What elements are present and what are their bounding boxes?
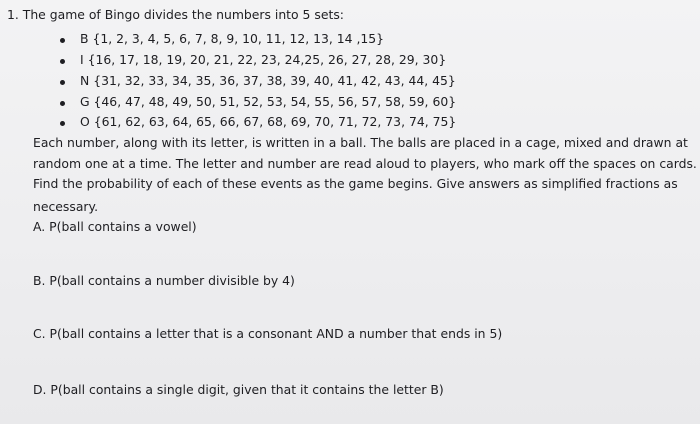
bullet-icon	[60, 38, 65, 43]
description-line: Find the probability of each of these events as the game begins. Give answers as simplified fractions as	[33, 176, 678, 191]
description-line: Each number, along with its letter, is written in a ball. The balls are placed in a cage, mixed and drawn at	[33, 135, 688, 150]
description-line: necessary.	[33, 199, 99, 214]
question-heading: 1. The game of Bingo divides the numbers into 5 sets:	[7, 7, 344, 22]
part-a-prompt: A. P(ball contains a vowel)	[33, 219, 197, 234]
set-o-text: O {61, 62, 63, 64, 65, 66, 67, 68, 69, 70, 71, 72, 73, 74, 75}	[80, 114, 457, 129]
bullet-icon	[60, 59, 65, 64]
bullet-icon	[60, 80, 65, 85]
bullet-icon	[60, 101, 65, 106]
bullet-icon	[60, 121, 65, 126]
part-c-prompt: C. P(ball contains a letter that is a consonant AND a number that ends in 5)	[33, 326, 503, 341]
set-b-text: B {1, 2, 3, 4, 5, 6, 7, 8, 9, 10, 11, 12, 13, 14 ,15}	[80, 31, 385, 46]
set-i-text: I {16, 17, 18, 19, 20, 21, 22, 23, 24,25, 26, 27, 28, 29, 30}	[80, 52, 447, 67]
part-b-prompt: B. P(ball contains a number divisible by 4)	[33, 273, 295, 288]
part-d-prompt: D. P(ball contains a single digit, given that it contains the letter B)	[33, 382, 444, 397]
set-g-text: G {46, 47, 48, 49, 50, 51, 52, 53, 54, 55, 56, 57, 58, 59, 60}	[80, 94, 457, 109]
description-line: random one at a time. The letter and number are read aloud to players, who mark off the spaces on cards.	[33, 156, 697, 171]
set-n-text: N {31, 32, 33, 34, 35, 36, 37, 38, 39, 40, 41, 42, 43, 44, 45}	[80, 73, 456, 88]
